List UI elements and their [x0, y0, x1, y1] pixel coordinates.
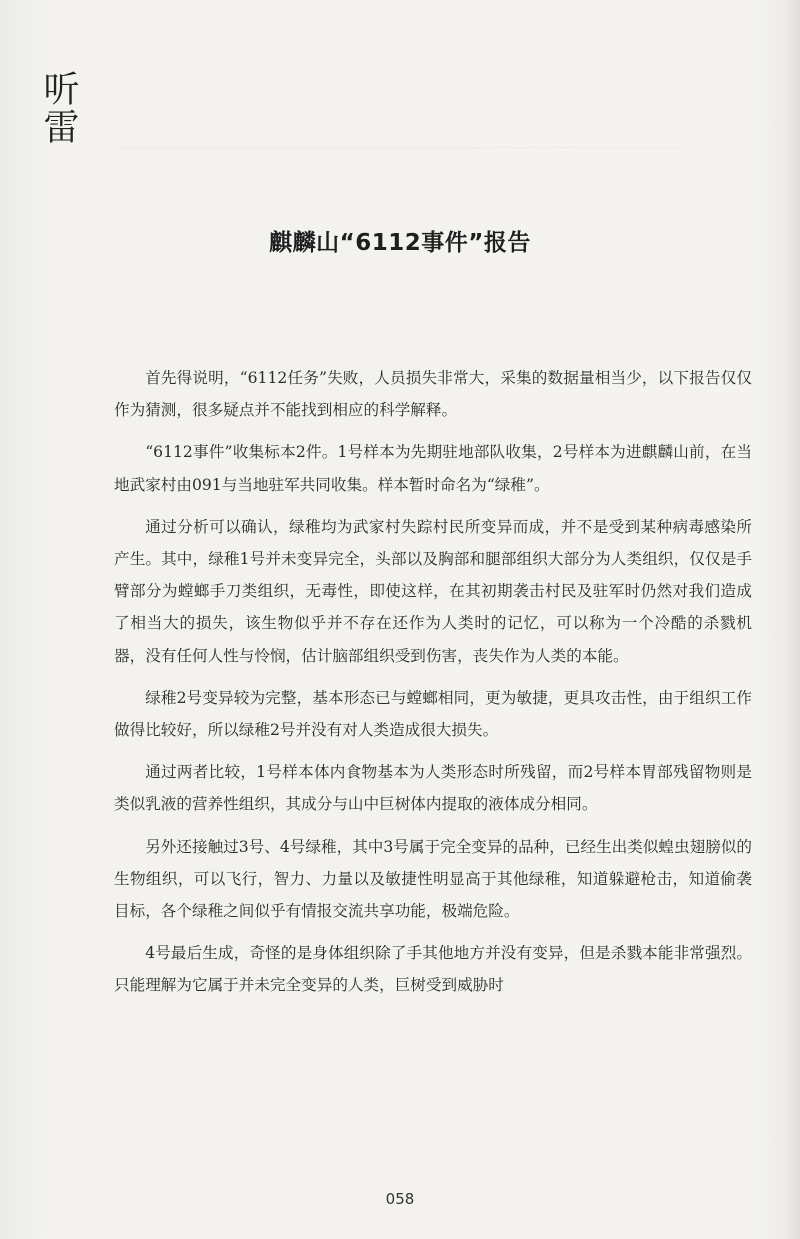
bleed-through-text	[120, 125, 720, 192]
paragraph: 另外还接触过3号、4号绿稚，其中3号属于完全变异的品种，已经生出类似蝗虫翅膀似的生物组织，可以飞行，智力、力量以及敏捷性明显高于其他绿稚，知道躲避枪击，知道偷袭目标，各个绿稚之间似乎有情报交流共享功能，极端危险。	[114, 837, 752, 921]
page-edge-shadow	[782, 0, 800, 1239]
section-mark: 听雷	[38, 70, 79, 146]
article-title: 麒麟山“6112事件”报告	[269, 230, 531, 256]
page-number: 058	[385, 1190, 415, 1208]
paragraph: 通过两者比较，1号样本体内食物基本为人类形态时所残留，而2号样本胃部残留物则是类似乳液的营养性组织，其成分与山中巨树体内提取的液体成分相同。	[114, 763, 752, 814]
paragraph: 首先得说明，“6112任务”失败，人员损失非常大，采集的数据量相当少，以下报告仅仅作为猜测，很多疑点并不能找到相应的科学解释。	[114, 369, 752, 420]
paragraph: “6112事件”收集标本2件。1号样本为先期驻地部队收集，2号样本为进麒麟山前，在当地武家村由091与当地驻军共同收集。样本暂时命名为“绿稚”。	[114, 443, 752, 494]
article-body	[114, 362, 752, 1012]
paragraph: 4号最后生成，奇怪的是身体组织除了手其他地方并没有变异，但是杀戮本能非常强烈。只能理解为它属于并未完全变异的人类，巨树受到威胁时	[114, 944, 752, 995]
paragraph: 通过分析可以确认，绿稚均为武家村失踪村民所变异而成，并不是受到某种病毒感染所产生。其中，绿稚1号并未变异完全，头部以及胸部和腿部组织大部分为人类组织，仅仅是手臂部分为螳螂手刀类组织，无毒性，即使这样，在其初期袭击村民及驻军时仍然对我们造成了相当大的损失，该生物似乎并不存在还作为人类时的记忆，可以称为一个冷酷的杀戮机器，没有任何人性与怜悯，估计脑部组织受到伤害，丧失作为人类的本能。	[114, 517, 752, 665]
paragraph: 绿稚2号变异较为完整，基本形态已与螳螂相同，更为敏捷，更具攻击性，由于组织工作做得比较好，所以绿稚2号并没有对人类造成很大损失。	[114, 688, 752, 740]
